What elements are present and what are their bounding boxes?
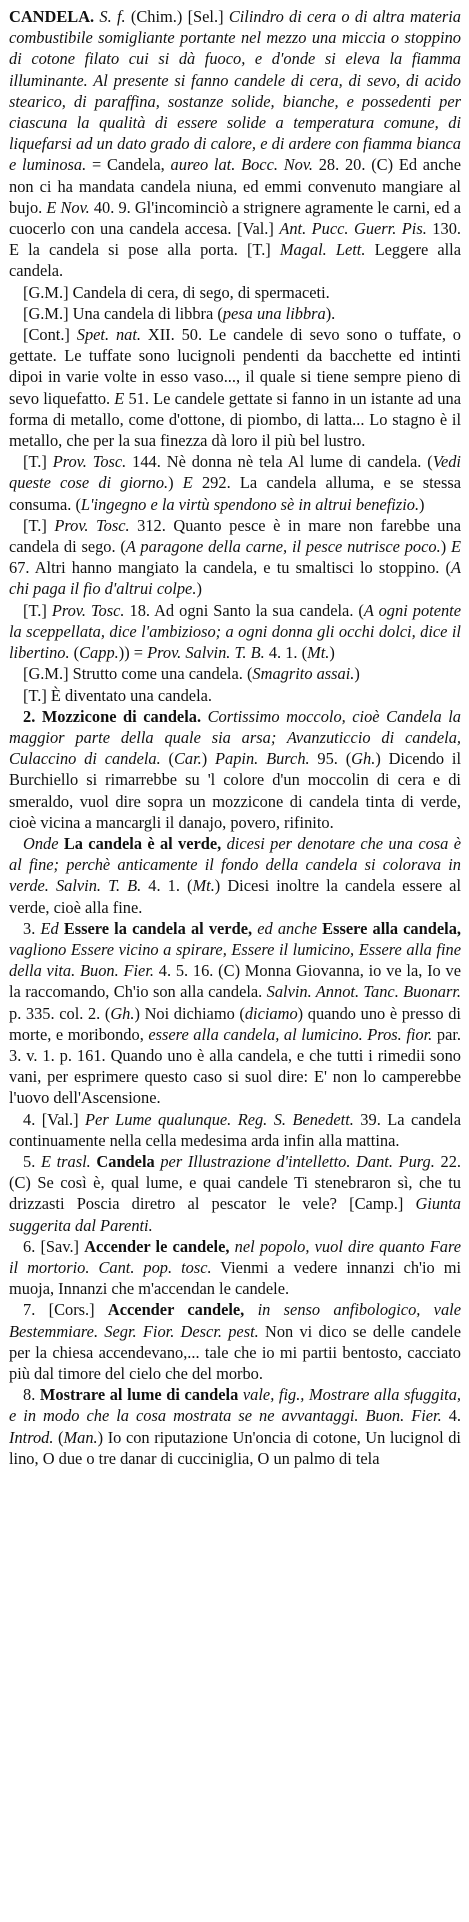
- text-run: 312. Quanto pesce è in mare non farebbe una candela di sego. (: [9, 515, 461, 557]
- text-run: Non vi dico se delle candele per la chiesa accendevano,... tale che io mi partii bentosto, cacciato più dal timore del cielo che del morbo.: [9, 1321, 461, 1383]
- text-run: = Candela,: [86, 155, 171, 175]
- italic-text: pesa una libbra: [222, 303, 326, 323]
- italic-text: L'ingegno e la virtù spendono sè in altrui benefizio.: [80, 494, 420, 514]
- italic-text: Onde: [23, 833, 59, 853]
- italic-text: Cilindro di cera o di altra materia combustibile somigliante portante nel mezzo una miccia o stoppino di cotone filato cui si dà fuoco, e d'onde si eleva la fiamma illuminante. Al presente si fanno candele di cera, di sevo, di acido stearico, di paraffina, sostanze solide, bianche, e possedenti per ciascuna la qualità di essere solide a temperatura comune, di liquefarsi ad un dato grado di calore, e di ardere con fiamma bianca e luminosa.: [9, 7, 461, 175]
- entry-paragraph: [9, 1109, 461, 1151]
- italic-text: Capp.: [79, 643, 119, 663]
- text-run: ) Noi dichiamo (: [134, 1003, 245, 1023]
- text-run: [T.]: [23, 600, 52, 620]
- text-run: 5.: [23, 1151, 41, 1171]
- italic-text: vagliono Essere vicino a spirare, Essere il lumicino, Essere alla fine della vita. Buon. Fier.: [9, 939, 461, 981]
- italic-text: Papin. Burch.: [215, 749, 310, 769]
- italic-text: diciamo: [244, 1003, 298, 1023]
- text-run: XII. 50. Le candele di sevo sono o tuffate, o gettate. Le tuffate sono lucignoli pendenti da bacchette ed intinti dipoi in varie volte in esso vaso..., il quale si tiene sempre pieno di sevo liquefatto.: [9, 325, 461, 408]
- italic-text: Car.: [173, 749, 202, 769]
- italic-text: Introd.: [9, 1427, 54, 1447]
- italic-text: Mt.: [307, 643, 330, 663]
- italic-text: A paragone della carne, il pesce nutrisce poco.: [125, 537, 441, 557]
- entry-paragraph: [9, 303, 461, 324]
- italic-text: Prov. Tosc.: [51, 600, 125, 620]
- italic-text: E: [451, 537, 462, 557]
- text-run: ): [354, 664, 360, 684]
- text-run: 51. Le candele gettate si fanno in un istante ad una forma di metallo, come d'ottone, di piombo, di latta... Lo stagno è il metallo, che per la sua finezza dà loro il più bel lustro.: [9, 388, 461, 451]
- entry-paragraph: [9, 600, 461, 664]
- text-run: 22. (C) Se così è, qual lume, e quai candele Ti stenebraron sì, che tu drizzasti Poscia diretro al pescator le vele? [Camp.]: [9, 1151, 461, 1214]
- entry-paragraph: [9, 282, 461, 303]
- text-run: 4. 1. (: [264, 643, 308, 663]
- text-run: 18. Ad ogni Santo la sua candela. (: [124, 600, 364, 620]
- italic-text: Ant. Pucc. Guerr. Pis.: [279, 219, 427, 239]
- entry-paragraph: [9, 515, 461, 600]
- entry-paragraph: [9, 706, 461, 833]
- text-run: [G.M.] Candela di cera, di sego, di spermaceti.: [23, 282, 330, 302]
- bold-term: Mostrare al lume di candela: [39, 1385, 239, 1405]
- entry-paragraph: [9, 1384, 461, 1469]
- entry-paragraph: [9, 1151, 461, 1236]
- italic-text: Gh.: [351, 749, 376, 769]
- italic-text: E trasl.: [40, 1151, 91, 1171]
- text-run: )) =: [118, 643, 148, 663]
- text-run: ) quando uno è presso di morte, e moribondo,: [9, 1003, 461, 1044]
- text-run: par. 3. v. 1. p. 161. Quando uno è alla candela, e che tutti i rimedii sono vani, per esprimere questo caso si suol dire: E' non lo camperebbe l'uovo dell'Ascensione.: [9, 1024, 461, 1108]
- bold-term: Candela: [96, 1151, 155, 1171]
- italic-text: Salvin. Annot. Tanc. Buonarr.: [266, 982, 461, 1002]
- text-run: [244, 1300, 257, 1319]
- italic-text: Gh.: [110, 1003, 135, 1023]
- text-run: 40. 9. Gl'incominciò a strignere agramente le carni, ed a cuocerlo con una candela accesa. [Val.]: [9, 197, 461, 239]
- text-run: [T.]: [23, 452, 53, 472]
- italic-text: E Nov.: [46, 197, 90, 217]
- entry-paragraph: [9, 663, 461, 684]
- bold-term: CANDELA.: [9, 7, 95, 26]
- text-run: (: [69, 643, 80, 663]
- text-run: 39. La candela continuamente nella cella medesima arda infin alla mattina.: [9, 1109, 461, 1150]
- italic-text: Man.: [63, 1427, 98, 1447]
- italic-text: ed anche: [257, 918, 317, 938]
- italic-text: Cortissimo moccolo, cioè Candela la maggior parte della quale sia arsa; Avanzuticcio di candela, Culaccino di candela.: [9, 706, 461, 769]
- italic-text: Prov. Salvin. T. B.: [147, 643, 265, 663]
- text-run: ) Dicesi inoltre la candela essere al verde, cioè alla fine.: [9, 876, 462, 917]
- text-run: 8.: [23, 1385, 40, 1405]
- italic-text: A ogni potente la sceppellata, dice l'ambizioso; a ogni donna gli occhi dolci, dice il libertino.: [9, 600, 461, 663]
- italic-text: Magal. Lett.: [279, 240, 366, 260]
- italic-text: E: [114, 388, 125, 408]
- entry-paragraph: [9, 918, 461, 1109]
- italic-text: aureo lat. Bocc. Nov.: [170, 155, 313, 175]
- italic-text: Giunta suggerita dal Parenti.: [9, 1194, 461, 1235]
- italic-text: dicesi per denotare che una cosa è al fine; perchè anticamente il fondo della candela si colorava in verde. Salvin. T. B.: [9, 833, 461, 896]
- italic-text: Prov. Tosc.: [52, 452, 127, 472]
- entry-paragraph: [9, 685, 461, 706]
- text-run: 28. 20. (C) Ed anche non ci ha mandata candela niuna, ed emmi convenuto mangiare al bujo.: [9, 155, 461, 217]
- entry-paragraph: [9, 451, 461, 515]
- text-run: (: [160, 749, 174, 769]
- italic-text: E: [182, 473, 193, 493]
- text-run: 7. [Cors.]: [23, 1300, 108, 1320]
- italic-text: Spet. nat.: [76, 325, 141, 345]
- text-run: 130. E la candela si pose alla porta. [T.]: [9, 219, 461, 260]
- text-run: 3.: [23, 918, 41, 938]
- text-run: ): [329, 643, 335, 663]
- italic-text: A chi paga il fio d'altrui colpe.: [9, 558, 461, 599]
- text-run: [Cont.]: [23, 325, 77, 345]
- text-run: ): [440, 537, 451, 557]
- text-run: (Chim.) [Sel.]: [125, 7, 229, 26]
- italic-text: Mt.: [192, 876, 215, 896]
- text-run: ): [168, 473, 183, 493]
- italic-text: Vedi queste cose di giorno.: [9, 452, 461, 493]
- italic-text: Smagrito assai.: [252, 664, 355, 684]
- italic-text: nel popolo, vuol dire quanto Fare il mortorio. Cant. pop. tosc.: [9, 1236, 461, 1277]
- italic-text: per Illustrazione d'intelletto. Dant. Purg.: [160, 1151, 435, 1171]
- text-run: 6. [Sav.]: [23, 1236, 85, 1256]
- text-run: Leggere alla candela.: [9, 240, 462, 281]
- entry-paragraph: [9, 1236, 461, 1300]
- text-run: [G.M.] Una candela di libbra (: [23, 303, 223, 323]
- bold-term: Accender le candele,: [84, 1236, 230, 1256]
- italic-text: Per Lume qualunque. Reg. S. Benedett.: [85, 1109, 354, 1129]
- entry-definition: [9, 6, 461, 282]
- text-run: 144. Nè donna nè tela Al lume di candela. (: [126, 452, 433, 472]
- text-run: [T.] È diventato una candela.: [23, 685, 213, 705]
- text-run: [G.M.] Strutto come una candela. (: [23, 664, 253, 684]
- text-run: ): [201, 749, 216, 769]
- text-run: [T.]: [23, 515, 55, 535]
- entry-paragraph: [9, 324, 461, 451]
- text-run: (: [53, 1427, 64, 1447]
- text-run: p. 335. col. 2. (: [9, 1003, 111, 1023]
- text-run: 4. [Val.]: [23, 1109, 86, 1129]
- text-run: ).: [325, 303, 336, 323]
- text-run: ) Dicendo il Burchiello si rimarrebbe su 'l colore d'un moccolin di cera e di smeraldo, vuol dire sopra un mozzicone di candela tinta di verde, cioè vicina a mancargli il danajo, povero, rifinito.: [9, 749, 461, 832]
- text-run: 4.: [441, 1406, 462, 1426]
- text-run: 67. Altri hanno mangiato la candela, e tu smaltisci lo stoppino. (: [9, 558, 451, 578]
- italic-text: Ed: [40, 918, 59, 938]
- italic-text: in senso anfibologico, vale Bestemmiare. Segr. Fior. Descr. pest.: [9, 1300, 461, 1341]
- text-run: 292. La candela alluma, e se stessa consuma. (: [9, 473, 461, 514]
- bold-term: Accender candele,: [107, 1300, 245, 1320]
- bold-term: Essere alla candela,: [322, 918, 461, 938]
- bold-term: Essere la candela al verde,: [63, 918, 253, 938]
- text-run: 4. 5. 16. (C) Monna Giovanna, io ve la, Io ve la raccomando, Ch'io son alla candela.: [9, 961, 461, 1002]
- text-run: ) Io con riputazione Un'oncia di cotone, Un lucignol di lino, O due o tre danar di cucciniglia, O un palmo di tela: [9, 1427, 461, 1468]
- italic-text: vale, fig., Mostrare alla sfuggita, e in modo che la cosa mostrata se ne avvantaggi. Buon. Fier.: [9, 1385, 462, 1426]
- text-run: ): [419, 494, 425, 514]
- entry-paragraph: [9, 1299, 461, 1384]
- text-run: Vienmi a vedere innanzi ch'io mi muoja, Innanzi che m'accendan le candele.: [9, 1257, 462, 1299]
- italic-text: Prov. Tosc.: [54, 515, 130, 535]
- text-run: 4. 1. (: [141, 876, 193, 896]
- entry-paragraph: [9, 833, 461, 918]
- italic-text: S. f.: [99, 7, 126, 26]
- italic-text: essere alla candela, al lumicino. Pros. fior.: [148, 1024, 433, 1044]
- text-run: 95. (: [309, 749, 352, 769]
- bold-term: 2. Mozzicone di candela.: [23, 706, 202, 726]
- bold-term: La candela è al verde,: [63, 833, 222, 853]
- text-run: ): [196, 579, 202, 599]
